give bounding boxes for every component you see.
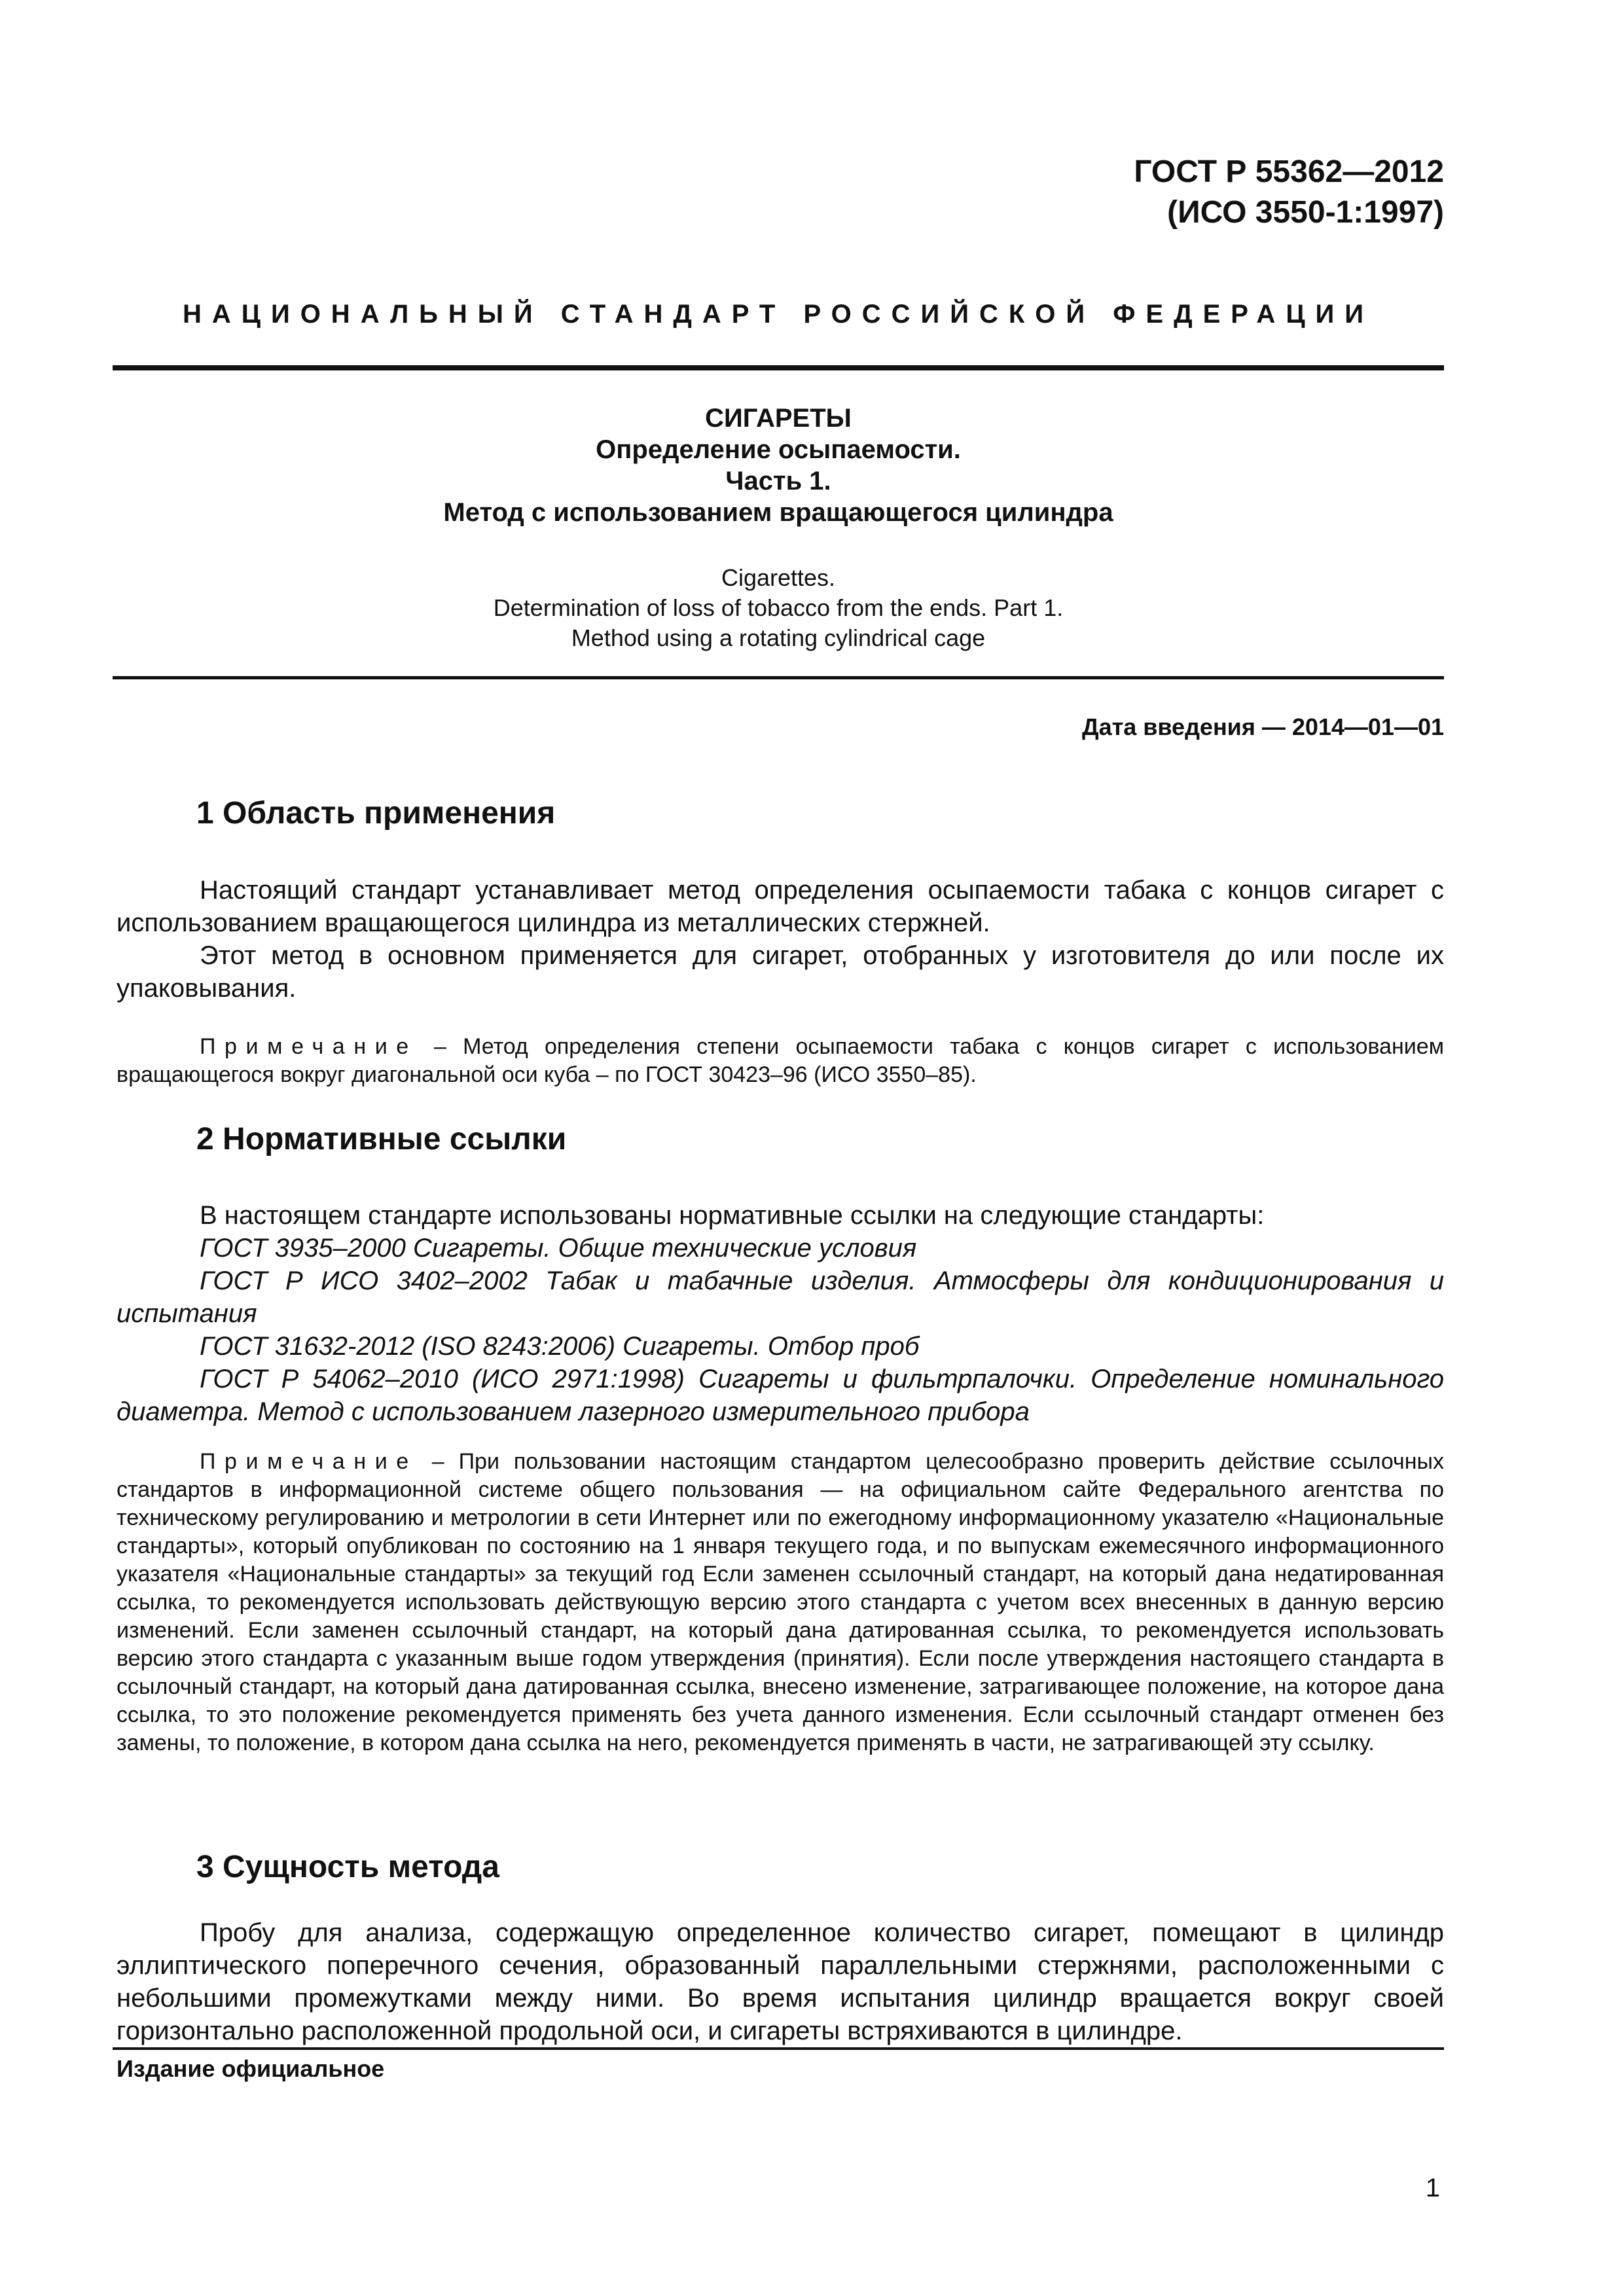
intro-date: Дата введения — 2014—01—01 xyxy=(1081,713,1444,740)
section-2-note-text: – При пользовании настоящим стандартом целесообразно проверить действие ссылочных стандартов в информационной системе общего пользования — на официальном сайте Федерального агентства по техническому регулированию и метрологии в сети Интернет или по ежегодному информационному указателю «Национальные стандарты», который опубликован по состоянию на 1 января текущего года, и по выпускам ежемесячного информационного указателя «Национальные стандарты» за текущий год Если заменен ссылочный стандарт, на который дана недатированная ссылка, то рекомендуется использовать действующую версию этого стандарта с учетом всех внесенных в данную версию изменений. Если заменен ссылочный стандарт, на который дана датированная ссылка, то рекомендуется использовать версию этого стандарта с указанным выше годом утверждения (принятия). Если после утверждения настоящего стандарта в ссылочный стандарт, на который дана датированная ссылка, внесено изменение, затрагивающее положение, на которое дана ссылка, то это положение рекомендуется применять без учета данного изменения. Если ссылочный стандарт отменен без замены, то положение, в котором дана ссылка на него, рекомендуется применять в части, не затрагивающей эту ссылку. xyxy=(117,1449,1444,1755)
section-3-paragraph-1: Пробу для анализа, содержащую определенное количество сигарет, помещают в цилиндр эллиптического поперечного сечения, образованный параллельными стержнями, расположенными с небольшими промежутками между ними. Во время испытания цилиндр вращается вокруг своей горизонтально расположенной продольной оси, и сигареты встряхиваются в цилиндре. xyxy=(117,1918,1444,2045)
title-line-1: СИГАРЕТЫ xyxy=(705,404,852,433)
gost-number: ГОСТ Р 55362—2012 xyxy=(1134,154,1444,189)
section-1-paragraph-1: Настоящий стандарт устанавливает метод определения осыпаемости табака с концов сигарет с использованием вращающегося цилиндра из металлических стержней. xyxy=(117,876,1444,937)
section-3-body xyxy=(117,1916,1444,2047)
note-label: Примечание xyxy=(200,1034,418,1059)
reference-4: ГОСТ Р 54062–2010 (ИСО 2971:1998) Сигареты и фильтрпалочки. Определение номинального диаметра. Метод с использованием лазерного измерительного прибора xyxy=(117,1365,1444,1426)
page-number: 1 xyxy=(1425,2174,1440,2202)
title-line-2: Определение осыпаемости. xyxy=(596,435,961,464)
english-title-line-3: Method using a rotating cylindrical cage xyxy=(571,624,986,651)
english-title-block xyxy=(113,563,1444,653)
section-2-heading: 2 Нормативные ссылки xyxy=(196,1122,567,1157)
title-line-4: Метод с использованием вращающегося цилиндра xyxy=(443,498,1113,527)
english-title-line-1: Cigarettes. xyxy=(721,564,836,591)
reference-2: ГОСТ Р ИСО 3402–2002 Табак и табачные изделия. Атмосферы для кондиционирования и испытания xyxy=(117,1266,1444,1328)
section-1-note-text: – Метод определения степени осыпаемости табака с концов сигарет с использованием вращающегося вокруг диагональной оси куба – по ГОСТ 30423–96 (ИСО 3550–85). xyxy=(117,1034,1444,1087)
section-1-note xyxy=(117,1033,1444,1089)
title-block xyxy=(113,403,1444,528)
section-2-body xyxy=(117,1199,1444,1428)
official-edition: Издание официальное xyxy=(117,2055,385,2082)
note-label: Примечание xyxy=(200,1449,418,1474)
section-1-heading: 1 Область применения xyxy=(196,796,556,831)
section-3-heading: 3 Сущность метода xyxy=(196,1850,499,1884)
top-rule xyxy=(113,365,1444,370)
reference-1: ГОСТ 3935–2000 Сигареты. Общие технические условия xyxy=(200,1234,917,1263)
reference-3: ГОСТ 31632-2012 (ISO 8243:2006) Сигареты. Отбор проб xyxy=(200,1332,920,1361)
title-line-3: Часть 1. xyxy=(725,467,831,495)
section-2-intro: В настоящем стандарте использованы нормативные ссылки на следующие стандарты: xyxy=(200,1201,1265,1230)
section-1-body xyxy=(117,874,1444,1005)
section-1-paragraph-2: Этот метод в основном применяется для сигарет, отобранных у изготовителя до или после их упаковывания. xyxy=(117,941,1444,1003)
english-title-line-2: Determination of loss of tobacco from the ends. Part 1. xyxy=(493,594,1064,621)
iso-number: (ИСО 3550-1:1997) xyxy=(1167,195,1444,230)
national-standard-heading: НАЦИОНАЛЬНЫЙ СТАНДАРТ РОССИЙСКОЙ ФЕДЕРАЦИИ xyxy=(182,300,1375,329)
section-2-note xyxy=(117,1448,1444,1757)
footer-rule xyxy=(113,2047,1444,2050)
title-rule xyxy=(113,676,1444,679)
